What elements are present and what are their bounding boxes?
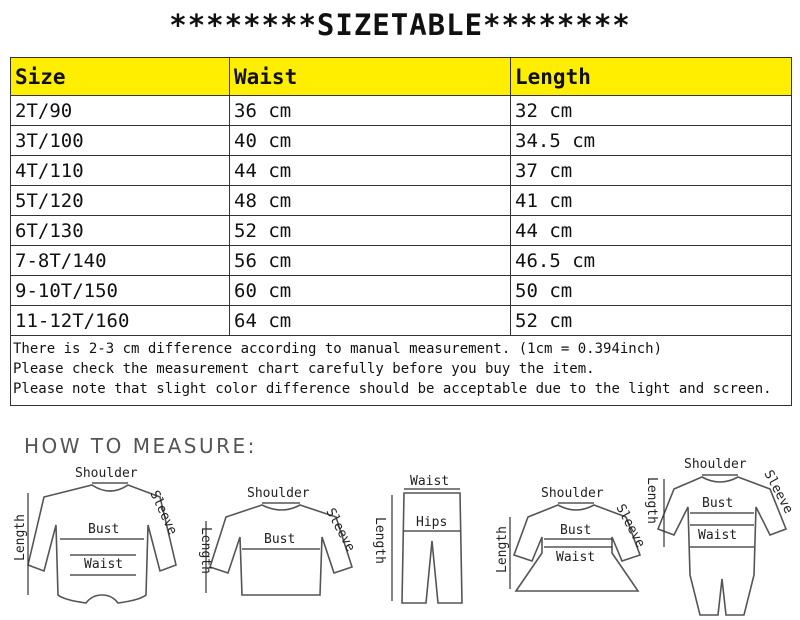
waist-cell: 64 cm [230,306,511,336]
length-cell: 44 cm [511,216,792,246]
table-row [11,186,792,216]
page-title: ********SIZETABLE******** [169,8,631,42]
table-row [11,276,792,306]
dress-bust-label: Bust [560,523,592,538]
tshirt-length-label: Length [198,527,213,574]
pants-hips-label: Hips [416,515,448,530]
waist-cell: 52 cm [230,216,511,246]
size-cell: 4T/110 [11,156,230,186]
waist-cell: 36 cm [230,96,511,126]
romper-diagram [644,457,796,615]
bodysuit-bust-label: Bust [88,522,120,537]
dress-length-label: Length [495,526,510,573]
notes-row [11,336,792,406]
length-cell: 52 cm [511,306,792,336]
table-row [11,216,792,246]
table-header-row [11,58,792,96]
pants-length-label: Length [372,517,387,564]
pants-waist-label: Waist [410,474,450,489]
waist-cell: 48 cm [230,186,511,216]
header-length: Length [511,58,792,96]
tshirt-sleeve-label: Sleeve [322,505,358,555]
note-line: Please note that slight color difference should be acceptable due to the light and screen. [13,381,772,397]
size-cell: 7-8T/140 [11,246,230,276]
length-cell: 46.5 cm [511,246,792,276]
romper-length-label: Length [644,477,659,524]
romper-shoulder-label: Shoulder [684,457,747,472]
pants-diagram [372,474,462,603]
bodysuit-sleeve-label: Sleeve [146,488,180,538]
size-cell: 2T/90 [11,96,230,126]
how-to-measure-title: HOW TO MEASURE: [24,434,257,458]
length-cell: 37 cm [511,156,792,186]
length-cell: 32 cm [511,96,792,126]
table-row [11,96,792,126]
size-cell: 11-12T/160 [11,306,230,336]
romper-bust-label: Bust [702,496,734,511]
waist-cell: 40 cm [230,126,511,156]
bodysuit-waist-label: Waist [84,557,124,572]
dress-diagram [495,486,648,591]
header-size: Size [11,58,230,96]
romper-waist-label: Waist [698,528,738,543]
waist-cell: 44 cm [230,156,511,186]
notes-cell [11,336,792,406]
table-row [11,246,792,276]
size-cell: 9-10T/150 [11,276,230,306]
waist-cell: 60 cm [230,276,511,306]
table-row [11,156,792,186]
tshirt-diagram [198,486,358,595]
table-row [11,126,792,156]
dress-shoulder-label: Shoulder [541,486,604,501]
bodysuit-length-label: Length [13,514,28,561]
measurement-diagrams [0,455,800,620]
table-row [11,306,792,336]
note-line: There is 2-3 cm difference according to manual measurement. (1cm = 0.394inch) [13,341,663,357]
waist-cell: 56 cm [230,246,511,276]
bodysuit-diagram [13,466,180,603]
dress-sleeve-label: Sleeve [612,501,648,551]
size-cell: 5T/120 [11,186,230,216]
size-cell: 6T/130 [11,216,230,246]
tshirt-shoulder-label: Shoulder [247,486,310,501]
size-table [10,57,792,406]
header-waist: Waist [230,58,511,96]
bodysuit-shoulder-label: Shoulder [75,466,138,481]
note-line: Please check the measurement chart carefully before you buy the item. [13,361,595,377]
length-cell: 41 cm [511,186,792,216]
size-cell: 3T/100 [11,126,230,156]
dress-waist-label: Waist [556,550,596,565]
romper-sleeve-label: Sleeve [760,467,796,517]
pants-outline-icon [402,493,462,603]
length-cell: 50 cm [511,276,792,306]
tshirt-bust-label: Bust [264,532,296,547]
length-cell: 34.5 cm [511,126,792,156]
